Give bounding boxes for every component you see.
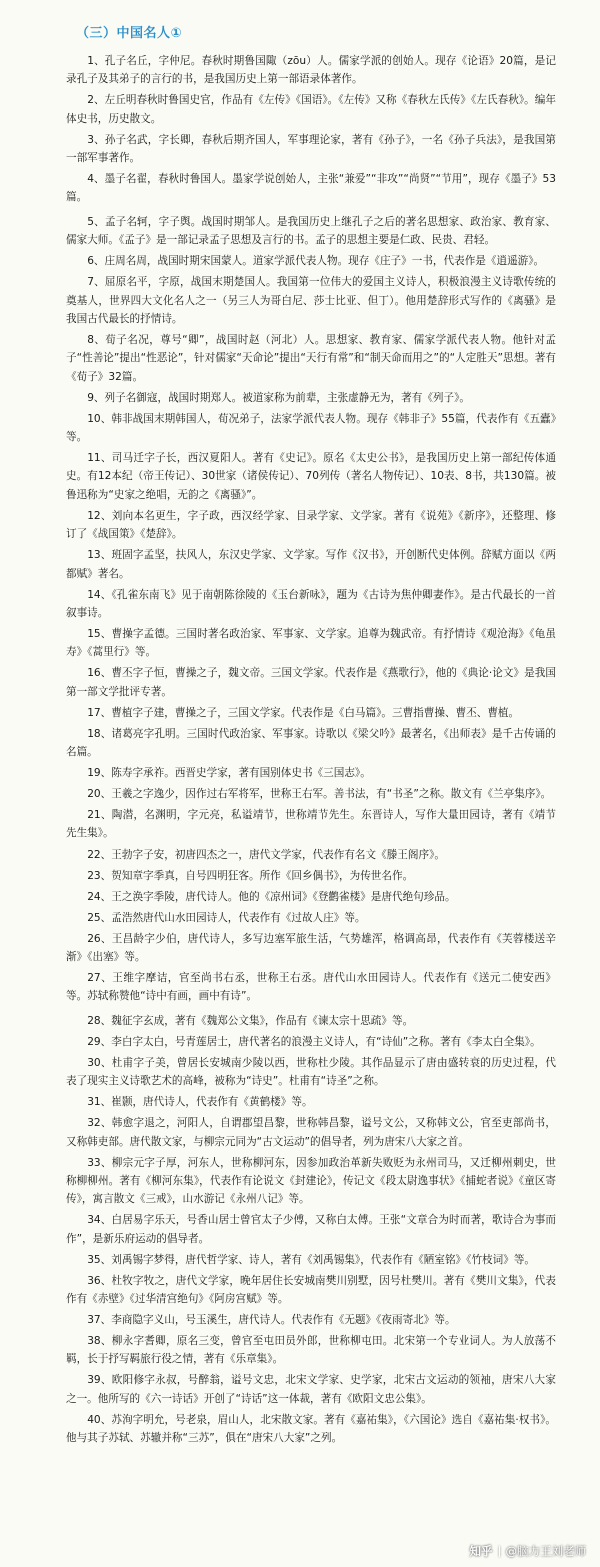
entry-27: 27、王维字摩诘，官至尚书右丞，世称王右丞。唐代山水田园诗人。代表作有《送元二使安西》等。苏轼称赞他“诗中有画，画中有诗”。 bbox=[66, 972, 556, 1003]
entry-12: 12、刘向本名更生，字子政，西汉经学家、目录学家、文学家。著有《说苑》《新序》，还整理、修订了《战国策》《楚辞》。 bbox=[66, 509, 556, 541]
entry-35: 35、刘禹锡字梦得，唐代哲学家、诗人，著有《刘禹锡集》，代表作有《陋室铭》《竹枝词》等。 bbox=[87, 1253, 536, 1266]
entry-5: 5、孟子名轲，字子舆。战国时期邹人。是我国历史上继孔子之后的著名思想家、政治家、教育家、儒家大师。《孟子》是一部记录孟子思想及言行的书。孟子的思想主要是仁政、民贵、君轻。 bbox=[66, 215, 556, 247]
entry-19: 19、陈寿字承祚。西晋史学家，著有国别体史书《三国志》。 bbox=[87, 767, 371, 780]
entry-10: 10、韩非战国末期韩国人，荀况弟子，法家学派代表人物。现存《韩非子》55篇，代表作有《五蠹》等。 bbox=[66, 412, 556, 444]
entry-40: 40、苏洵字明允，号老泉，眉山人，北宋散文家。著有《嘉祐集》，《六国论》选自《嘉祐集·权书》。他与其子苏轼、苏辙并称“三苏”，俱在“唐宋八大家”之列。 bbox=[66, 1413, 556, 1445]
entry-15: 15、曹操字孟德。三国时著名政治家、军事家、文学家。追尊为魏武帝。有抒情诗《观沧海》《龟虽寿》《蒿里行》等。 bbox=[66, 627, 556, 659]
watermark-site: 知乎 bbox=[469, 1544, 493, 1558]
entry-18: 18、诸葛亮字孔明。三国时代政治家、军事家。诗歌以《梁父吟》最著名，《出师表》是千古传诵的名篇。 bbox=[66, 727, 556, 759]
watermark bbox=[470, 1543, 587, 1559]
entries-list bbox=[66, 52, 556, 1448]
entry-8: 8、荀子名况，尊号“卿”，战国时赵（河北）人。思想家、教育家、儒家学派代表人物。他针对孟子“性善论”提出“性恶论”，针对儒家“天命论”提出“天行有常”和“制天命而用之”的“人定胜天”思想。著有《荀子》32篇。 bbox=[66, 333, 556, 383]
entry-16: 16、曹丕字子恒，曹操之子，魏文帝。三国文学家。代表作是《燕歌行》，他的《典论·论文》是我国第一部文学批评专著。 bbox=[66, 667, 556, 698]
entry-1: 1、孔子名丘，字仲尼。春秋时期鲁国陬（zōu）人。儒家学派的创始人。现存《论语》20篇，是记录孔子及其弟子的言行的书，是我国历史上第一部语录体著作。 bbox=[66, 55, 556, 86]
entry-34: 34、白居易字乐天，号香山居士曾官太子少傅，又称白太傅。王张“文章合为时而著，歌诗合为事而作”，是新乐府运动的倡导者。 bbox=[66, 1214, 556, 1245]
entry-3: 3、孙子名武，字长卿，春秋后期齐国人，军事理论家，著有《孙子》，一名《孙子兵法》，是我国第一部军事著作。 bbox=[66, 133, 556, 165]
entry-6: 6、庄周名周，战国时期宋国蒙人。道家学派代表人物。现存《庄子》一书，代表作是《逍遥游》。 bbox=[87, 255, 545, 268]
watermark-author: @脑力王刘老师 bbox=[505, 1544, 586, 1558]
entry-17: 17、曹植字子建，曹操之子，三国文学家。代表作是《白马篇》。三曹指曹操、曹丕、曹植。 bbox=[87, 706, 520, 719]
entry-39: 39、欧阳修字永叔，号醉翁，谥号文忠，北宋文学家、史学家，北宋古文运动的领袖，唐宋八大家之一。他所写的《六一诗话》开创了“诗话”这一体裁，著有《欧阳文忠公集》。 bbox=[66, 1374, 556, 1405]
watermark-divider bbox=[499, 1546, 500, 1557]
entry-2: 2、左丘明春秋时鲁国史官，作品有《左传》《国语》。《左传》又称《春秋左氏传》《左氏春秋》。编年体史书，历史散文。 bbox=[66, 94, 556, 125]
entry-9: 9、列子名御寇，战国时期郑人。被道家称为前辈，主张虚静无为，著有《列子》。 bbox=[87, 391, 470, 404]
entry-13: 13、班固字孟坚，扶风人，东汉史学家、文学家。写作《汉书》，开创断代史体例。辞赋方面以《两都赋》著名。 bbox=[66, 549, 556, 580]
section-title: （三）中国名人① bbox=[76, 26, 183, 41]
entry-23: 23、贺知章字季真，自号四明狂客。所作《回乡偶书》，为传世名作。 bbox=[87, 869, 414, 882]
entry-37: 37、李商隐字义山，号玉溪生，唐代诗人。代表作有《无题》《夜雨寄北》等。 bbox=[87, 1314, 456, 1327]
entry-32: 32、韩愈字退之，河阳人，自谓郡望昌黎，世称韩昌黎，谥号文公，又称韩文公，官至吏部尚书，又称韩吏部。唐代散文家，与柳宗元同为“古文运动”的倡导者，列为唐宋八大家之首。 bbox=[66, 1117, 556, 1148]
entry-11: 11、司马迁字子长，西汉夏阳人。著有《史记》。原名《太史公书》，是我国历史上第一部纪传体通史。有12本纪（帝王传记）、30世家（诸侯传记）、70列传（著名人物传记）、10表、8书，共130篇。被鲁迅称为“史家之绝唱，无韵之《离骚》”。 bbox=[66, 452, 556, 501]
entry-22: 22、王勃字子安，初唐四杰之一，唐代文学家，代表作有名文《滕王阁序》。 bbox=[87, 848, 445, 861]
entry-14: 14、《孔雀东南飞》见于南朝陈徐陵的《玉台新咏》，题为《古诗为焦仲卿妻作》。是古代最长的一首叙事诗。 bbox=[66, 588, 556, 619]
entry-30: 30、杜甫字子美，曾居长安城南少陵以西，世称杜少陵。其作品显示了唐由盛转衰的历史过程，代表了现实主义诗歌艺术的高峰，被称为“诗史”。杜甫有“诗圣”之称。 bbox=[66, 1056, 556, 1088]
entry-31: 31、崔颢，唐代诗人，代表作有《黄鹤楼》等。 bbox=[87, 1096, 313, 1109]
entry-24: 24、王之涣字季陵，唐代诗人。他的《凉州词》《登鹳雀楼》是唐代绝句珍品。 bbox=[87, 890, 456, 903]
entry-4: 4、墨子名翟，春秋时鲁国人。墨家学说创始人，主张“兼爱”“非攻”“尚贤”“节用”，现存《墨子》53篇。 bbox=[66, 173, 556, 204]
entry-28: 28、魏征字玄成，著有《魏郑公文集》，作品有《谏太宗十思疏》等。 bbox=[87, 1014, 414, 1027]
entry-38: 38、柳永字耆卿，原名三变，曾官至屯田员外郎，世称柳屯田。北宋第一个专业词人。为人放荡不羁，长于抒写羁旅行役之情，著有《乐章集》。 bbox=[66, 1335, 556, 1366]
entry-26: 26、王昌龄字少伯，唐代诗人，多写边塞军旅生活，气势雄浑，格调高昂，代表作有《芙蓉楼送辛渐》《出塞》等。 bbox=[66, 932, 556, 963]
entry-20: 20、王羲之字逸少，因作过右军将军，世称王右军。善书法，有“书圣”之称。散文有《兰亭集序》。 bbox=[87, 788, 552, 801]
entry-25: 25、孟浩然唐代山水田园诗人，代表作有《过故人庄》等。 bbox=[87, 911, 366, 924]
entry-36: 36、杜牧字牧之，唐代文学家，晚年居住长安城南樊川别墅，因号杜樊川。著有《樊川文集》，代表作有《赤壁》《过华清宫绝句》《阿房宫赋》等。 bbox=[66, 1274, 556, 1305]
entry-21: 21、陶潜，名渊明，字元亮，私谥靖节，世称靖节先生。东晋诗人，写作大量田园诗，著有《靖节先生集》。 bbox=[66, 809, 556, 840]
entry-33: 33、柳宗元字子厚，河东人，世称柳河东，因参加政治革新失败贬为永州司马，又迁柳州刺史，世称柳柳州。著有《柳河东集》，代表作有论说文《封建论》，传记文《段太尉逸事状》《捕蛇者说》《童区寄传》，寓言散文《三戒》，山水游记《永州八记》等。 bbox=[66, 1156, 556, 1206]
entry-7: 7、屈原名平，字原，战国末期楚国人。我国第一位伟大的爱国主义诗人，积极浪漫主义诗歌传统的奠基人，世界四大文化名人之一（另三人为哥白尼、莎士比亚、但丁）。他用楚辞形式写作的《离骚》是我国古代最长的抒情诗。 bbox=[66, 276, 556, 325]
entry-29: 29、李白字太白，号青莲居士，唐代著名的浪漫主义诗人，有“诗仙”之称。著有《李太白全集》。 bbox=[87, 1035, 541, 1048]
